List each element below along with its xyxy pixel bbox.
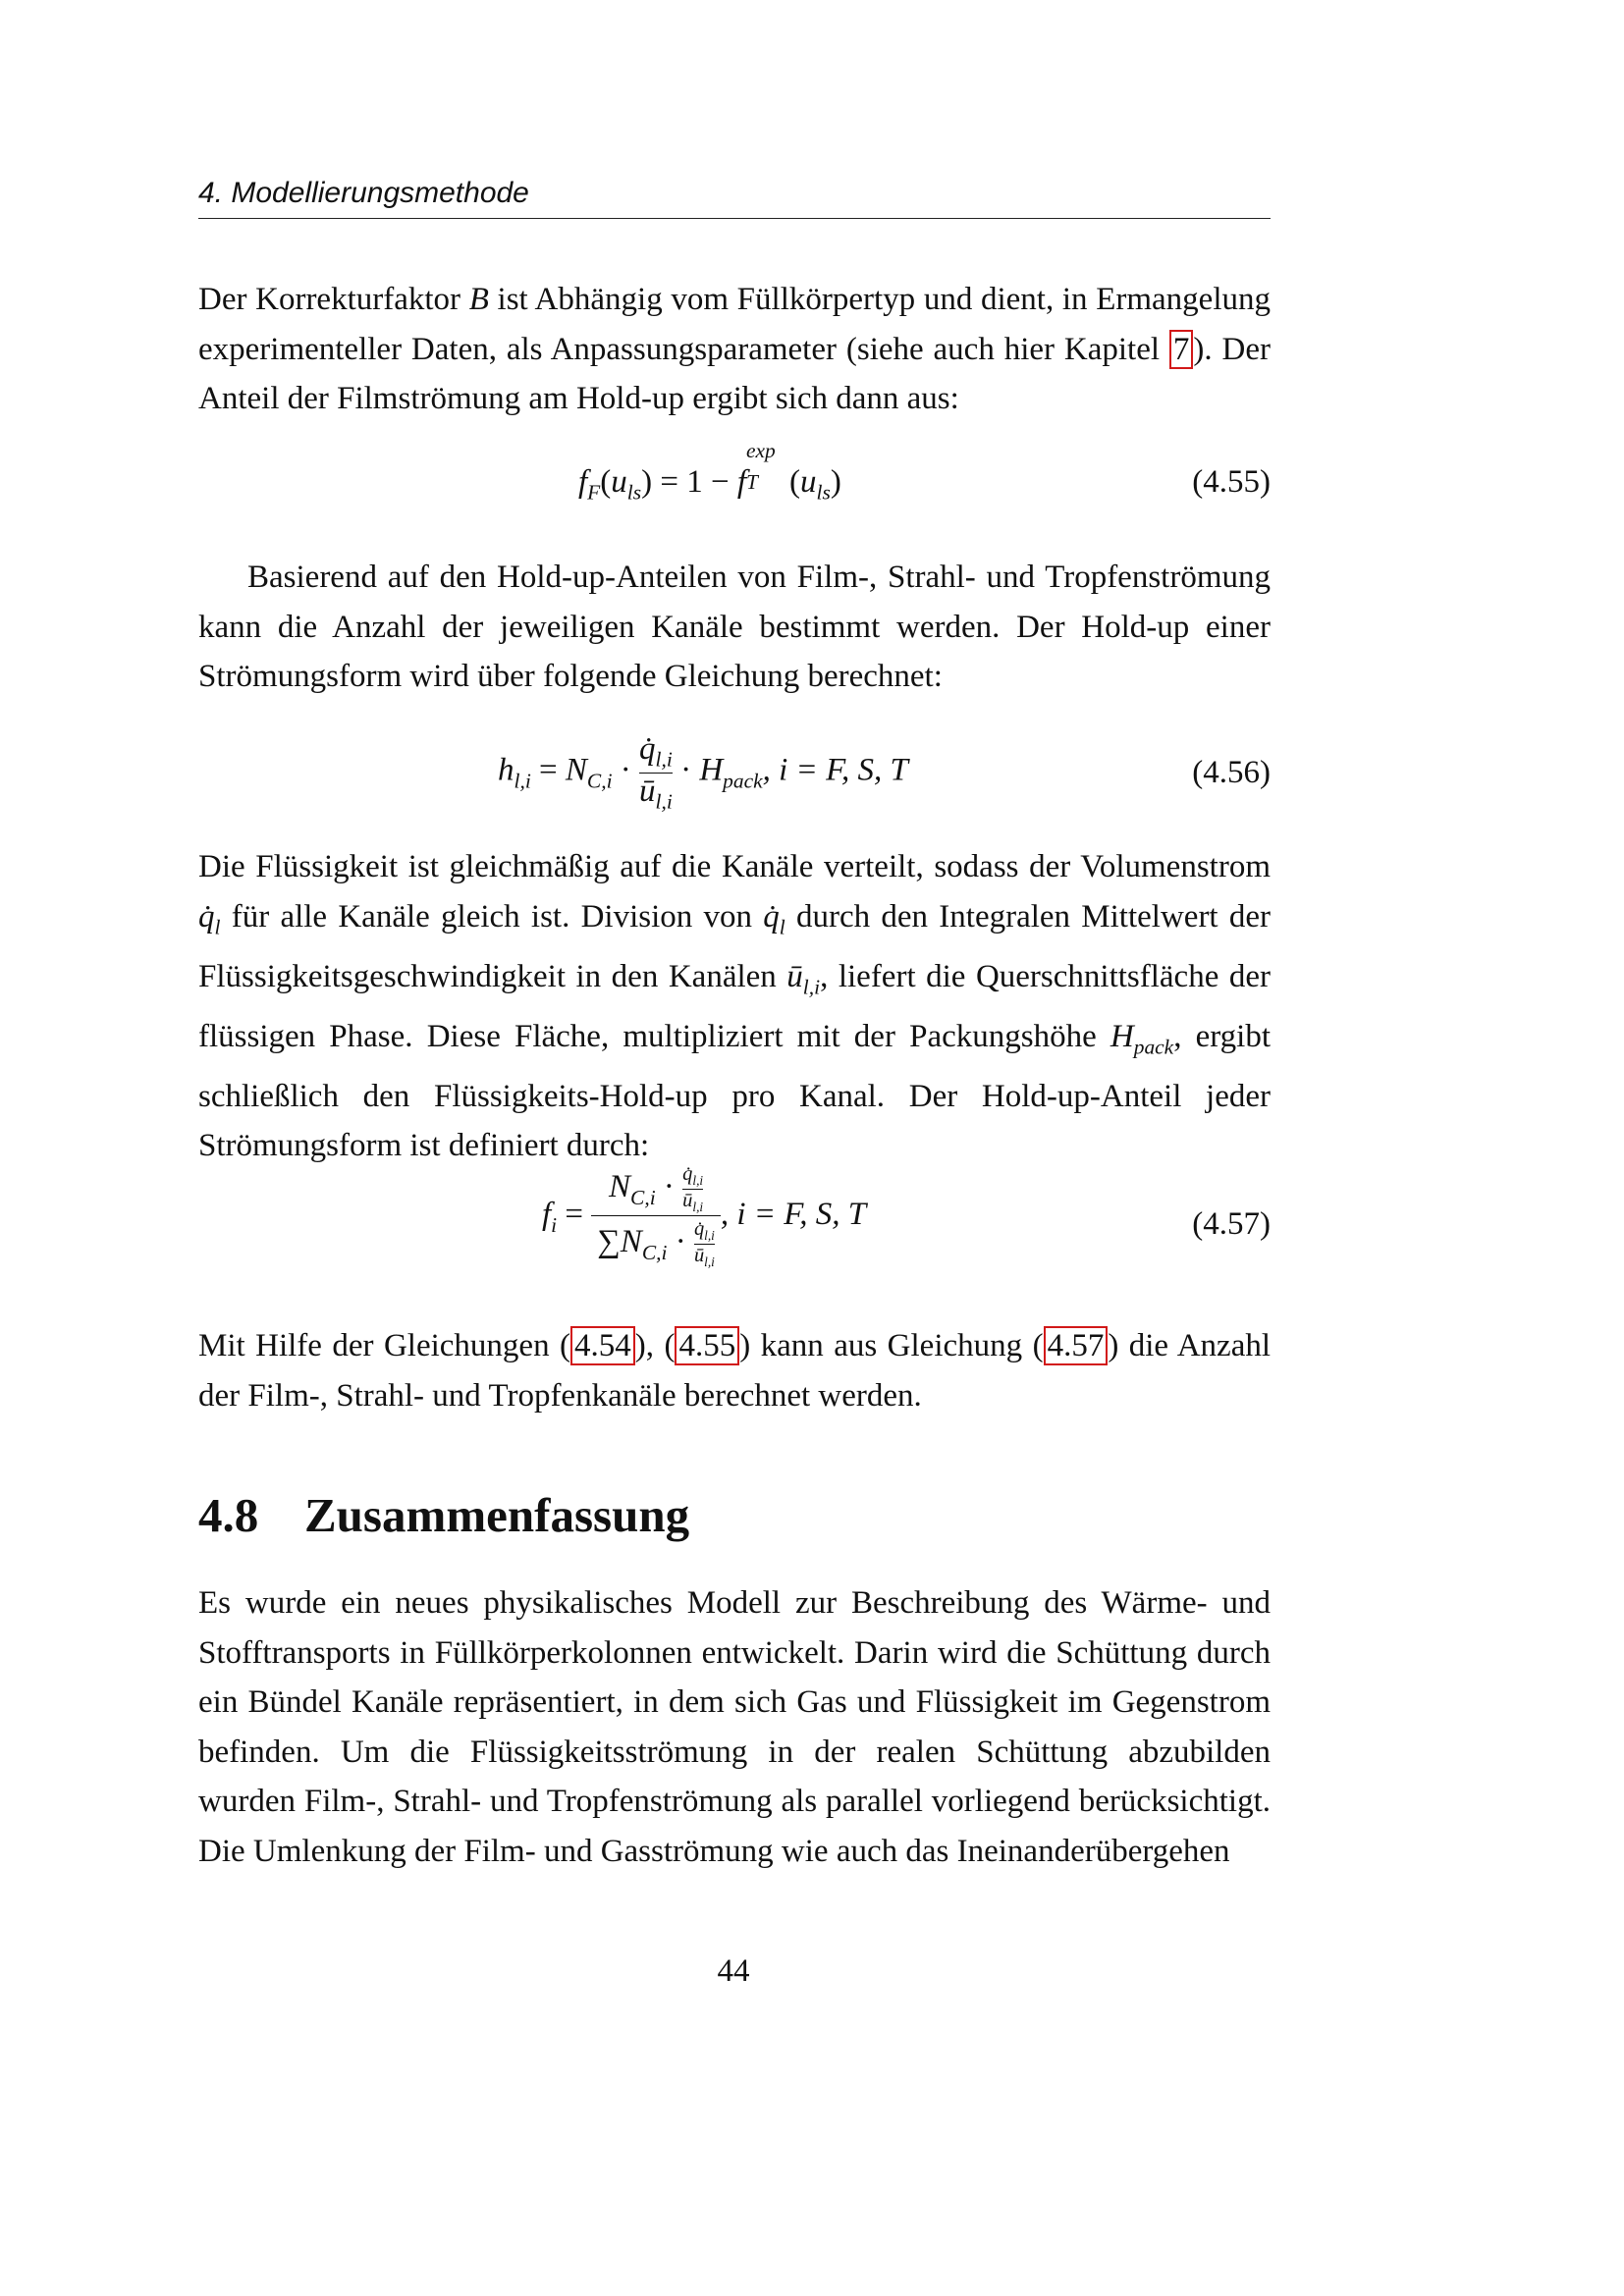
paragraph-zusammenfassung: Es wurde ein neues physikalisches Modell zur Beschreibung des Wärme- und Stofftransports in Füllkörperkolonnen entwickelt. Darin wird die Schüttung durch ein Bündel Kanäle repräsentiert, in dem sich Gas und Flüssigkeit im Gegenstrom befinden. Um die Flüssigkeitsströmung in der realen Schüttung abzubilden wurden Film-, Strahl- und Tropfenströmung als parallel vorliegend berücksichtigt. Die Umlenkung der Film- und Gasströmung wie auch das Ineinanderübergehen bbox=[198, 1585, 1271, 1869]
paragraph-volumenstrom: Die Flüssigkeit ist gleichmäßig auf die Kanäle verteilt, sodass der Volumenstrom $q̇_l$ für alle Kanäle gleich ist. Division von $q̇_l$ durch den Integralen Mittelwert der Flüssigkeitsgeschwindigkeit in den Kanälen $ū_{l,i}$, liefert die Querschnittsfläche der flüssigen Phase. Diese Fläche, multipliziert mit der Packungshöhe $H_{pack}$, ergibt schließlich den Flüssigkeits-Hold-up pro Kanal. Der Hold-up-Anteil jeder Strömungsform ist definiert durch: bbox=[198, 849, 1271, 1164]
ref-eq-4-55[interactable]: 4.55 bbox=[675, 1326, 739, 1365]
equation-4-56-body: $h_{l,i} = N_{C,i}$ · $\frac{q̇_{l,i}}{ū_{l,i}}$ · $H_{pack}$, i = F, S, T bbox=[498, 731, 908, 814]
running-title: 4. Modellierungsmethode bbox=[198, 177, 529, 209]
equation-4-55 bbox=[198, 439, 1271, 513]
ref-eq-4-54[interactable]: 4.54 bbox=[570, 1326, 635, 1365]
section-title: Zusammenfassung bbox=[304, 1488, 690, 1542]
equation-4-57 bbox=[198, 1163, 1271, 1291]
fraction-holdup-anteil: $N_{C,i}$ · $\frac{q̇_{l,i}}{ū_{l,i}}$ $\sum N_{C,i}$ · $\frac{q̇_{l,i}}{ū_{l,i}}$ bbox=[591, 1163, 721, 1270]
variable-b: B bbox=[468, 282, 489, 317]
equation-4-56 bbox=[198, 731, 1271, 820]
running-header bbox=[198, 177, 1271, 219]
equation-number: (4.56) bbox=[1192, 755, 1271, 790]
equation-number: (4.57) bbox=[1192, 1206, 1271, 1242]
ref-kapitel-7[interactable]: 7 bbox=[1169, 330, 1194, 369]
equation-number: (4.55) bbox=[1192, 464, 1271, 500]
equation-4-57-body: $f_i$ = $N_{C,i}$ · $\frac{q̇_{l,i}}{ū_{l,i}}$ $\sum N_{C,i}$ · $\frac{q̇_{l,i}}{ū_{l,i}}$ , i = F, S, T bbox=[542, 1163, 867, 1270]
section-number: 4.8 bbox=[198, 1488, 259, 1542]
paragraph-gleichungen: Mit Hilfe der Gleichungen ( 4.54 ), ( 4.55 ) kann aus Gleichung ( 4.57 ) die Anzahl der Film-, Strahl- und Tropfenkanäle berechnet werden. bbox=[198, 1328, 1272, 1414]
section-heading bbox=[198, 1487, 689, 1543]
page-number: 44 bbox=[717, 1953, 750, 1989]
paragraph-korrekturfaktor: Der Korrekturfaktor B ist Abhängig vom Füllkörpertyp und dient, in Ermangelung experimenteller Daten, als Anpassungsparameter (siehe auch hier Kapitel 7 ). Der Anteil der Filmströmung am Hold-up ergibt sich dann aus: bbox=[198, 282, 1271, 416]
fraction-q-over-u: $\frac{q̇_{l,i}}{ū_{l,i}}$ bbox=[639, 731, 673, 814]
paragraph-hold-up-anteile: Basierend auf den Hold-up-Anteilen von Film-, Strahl- und Tropfenströmung kann die Anzahl der jeweiligen Kanäle bestimmt werden. Der Hold-up einer Strömungsform wird über folgende Gleichung berechnet: bbox=[198, 560, 1271, 694]
equation-4-55-body: $f_F(u_{ls}) = 1 - f$ exp T $(u_{ls})$ bbox=[578, 439, 841, 505]
ref-eq-4-57[interactable]: 4.57 bbox=[1044, 1326, 1109, 1365]
